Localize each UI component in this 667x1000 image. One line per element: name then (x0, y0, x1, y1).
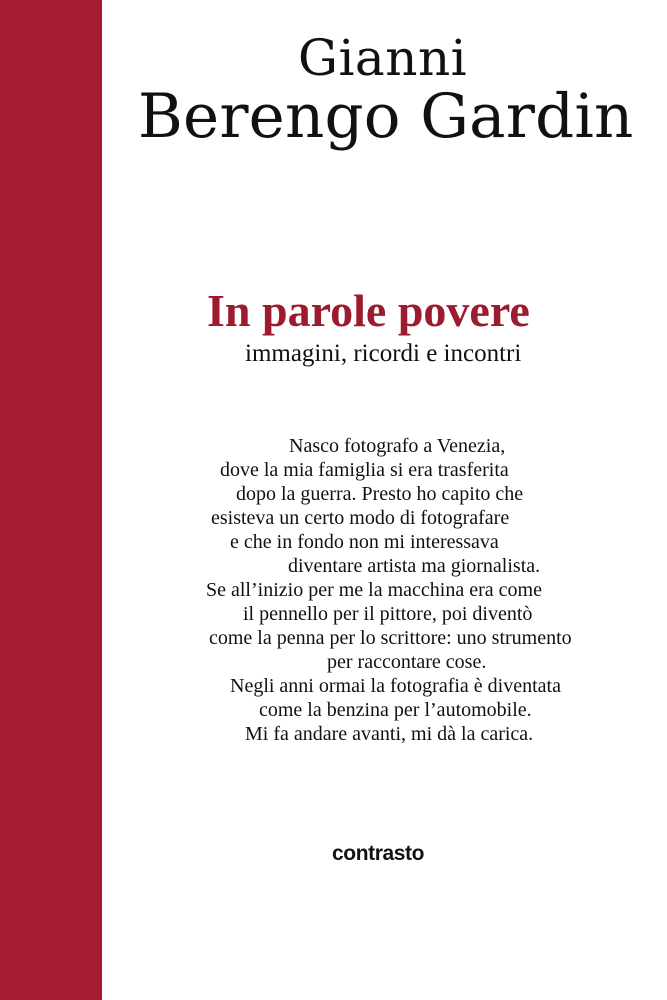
blurb-line: esisteva un certo modo di fotografare (211, 507, 510, 529)
blurb-line: come la penna per lo scrittore: uno strumento (209, 627, 572, 649)
blurb-line: Se all’inizio per me la macchina era come (206, 579, 542, 601)
book-title: In parole povere (207, 285, 530, 336)
blurb-line: Nasco fotografo a Venezia, (289, 435, 506, 457)
blurb-line: Mi fa andare avanti, mi dà la carica. (245, 723, 534, 745)
blurb-line: dove la mia famiglia si era trasferita (220, 459, 509, 481)
author-last-name: Berengo Gardin (138, 81, 634, 152)
publisher-logo: contrasto (332, 842, 425, 865)
blurb-line: e che in fondo non mi interessava (230, 531, 499, 553)
blurb (110, 434, 642, 746)
spine-band (0, 0, 102, 1000)
blurb-line: come la benzina per l’automobile. (259, 699, 532, 721)
blurb-line: Negli anni ormai la fotografia è diventata (230, 675, 561, 697)
blurb-line: diventare artista ma giornalista. (288, 555, 541, 577)
author-first-name: Gianni (298, 29, 468, 87)
book-subtitle: immagini, ricordi e incontri (245, 340, 522, 367)
blurb-line: dopo la guerra. Presto ho capito che (236, 483, 524, 505)
blurb-line: il pennello per il pittore, poi diventò (243, 603, 533, 625)
blurb-line: per raccontare cose. (327, 651, 487, 673)
